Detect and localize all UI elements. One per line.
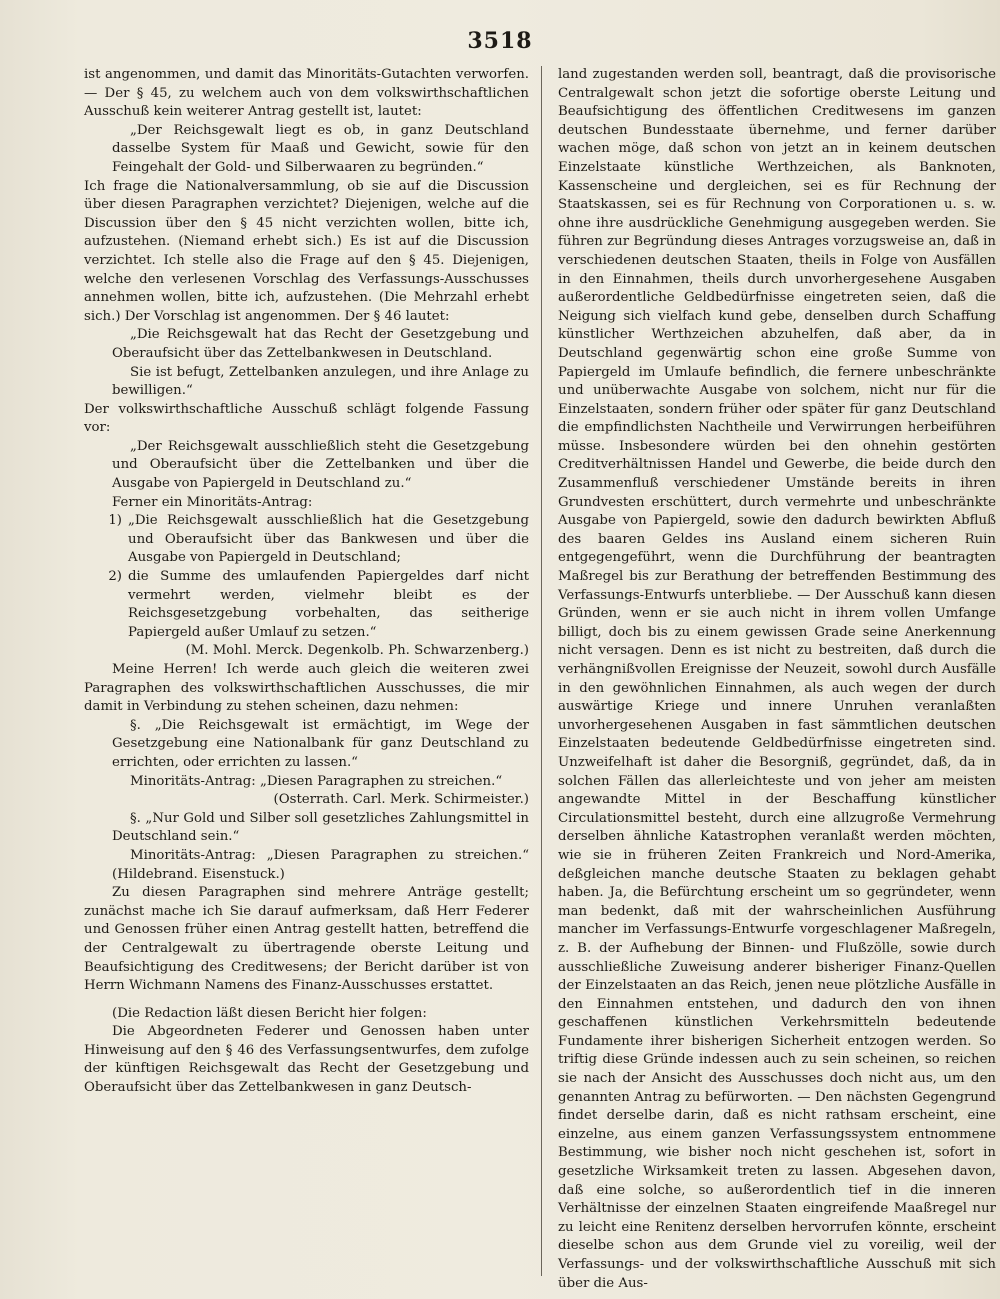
paragraph: Zu diesen Paragraphen sind mehrere Anträge gestellt; zunächst mache ich Sie darauf aufmerksam, daß Herr Federer und Genossen früher einen Antrag gestellt hatten, betreffend die der Centralgewalt zu übertragende oberste Leitung und Beaufsichtigung des Creditwesens; der Bericht darüber ist von Herrn Wichmann Namens des Finanz-Ausschusses erstattet. [84, 885, 529, 994]
paragraph: (Die Redaction läßt diesen Bericht hier folgen: [112, 1005, 427, 1021]
signatories: (Osterrath. Carl. Merk. Schirmeister.) [273, 792, 529, 808]
paragraph: land zugestanden werden soll, beantragt, daß die provisorische Centralgewalt schon jetzt die sofortige oberste Leitung und Beaufsichtigung des öffentlichen Creditwesens im ganzen deutschen Bundesstaate übernehme, und ferner darüber wachen möge, daß schon von jetzt an in keinem deutschen Einzelstaate künstliche Werthzeichen, als Banknoten, Kassenscheine und dergleichen, sei es für Rechnung der Staatskassen, sei es für Rechnung von Corporationen u. s. w. ohne ihre ausdrückliche Genehmigung ausgegeben werden. Sie führen zur Begründung dieses Antrages vorzugsweise an, daß in verschiedenen deutschen Staaten, theils in Folge von Ausfällen in den Einnahmen, theils durch unvorhergesehene Ausgaben außerordentliche Geldbedürfnisse eingetreten seien, daß die Neigung sich vielfach kund gebe, denselben durch Schaffung künstlicher Werthzeichen abzuhelfen, daß aber, da in Deutschland gegenwärtig schon eine große Summe von Papiergeld im Umlaufe befindlich, die fernere unbeschränkte und unüberwachte Ausgabe von solchem, nicht nur für die Einzelstaaten, sondern früher oder später für ganz Deutschland die empfindlichsten Nachtheile und Verwirrungen herbeiführen müsse. Insbesondere würden bei den ohnehin gestörten Creditverhältnissen Handel und Gewerbe, die beide durch den Zusammenfluß verschiedener Umstände bereits in ihren Grundvesten erschüttert, durch vermehrte und unbeschränkte Ausgabe von Papiergeld, sowie den dadurch bewirkten Abfluß des baaren Geldes ins Ausland einem sicheren Ruin entgegengeführt, wenn die Durchführung der beantragten Maßregel bis zur Berathung der betreffenden Bestimmung des Verfassungs-Entwurfs unterbliebe. — Der Ausschuß kann diesen Gründen, wenn er sie auch nicht in ihrem vollen Umfange billigt, doch bis zu einem gewissen Grade seine Anerkennung nicht versagen. Denn es ist nicht zu bestreiten, daß durch die verhängnißvollen Ereignisse der Neuzeit, sowohl durch Ausfälle in den gewöhnlichen Einnahmen, als auch wegen der durch auswärtige Kriege und innere Unruhen veranlaßten unvorhergesehenen Ausgaben in fast sämmtlichen deutschen Einzelstaaten bedeutende Geldbedürfnisse eingetreten sind. Unzweifelhaft ist daher die Besorgniß, gegründet, daß, da in solchen Fällen das allerleichteste und von jeher am meisten angewandte Mittel in der Beschaffung künstlicher Circulationsmittel besteht, durch eine allzugroße Vermehrung derselben ähnliche Katastrophen veranlaßt werden möchten, wie sie in früheren Zeiten Frankreich und Nord-Amerika, deßgleichen manche deutsche Staaten zu beklagen gehabt haben. Ja, die Befürchtung erscheint um so gegründeter, wenn man bedenkt, daß mit der wahrscheinlichen Ausführung mancher im Verfassungs-Entwurfe vorgeschlagener Maßregeln, z. B. der Aufhebung der Binnen- und Flußzölle, sowie durch ausschließliche Zuweisung anderer bisheriger Finanz-Quellen der Einzelstaaten an das Reich, jenen neue plötzliche Ausfälle in den Einnahmen entstehen, und dadurch den von ihnen geschaffenen künstlichen Verkehrsmitteln bedeutende Fundamente ihrer bisherigen Sicherheit entzogen werden. So triftig diese Gründe indessen auch zu sein scheinen, so reichen sie nach der Ansicht des Ausschusses doch nicht aus, um den genannten Antrag zu befürworten. — Den nächsten Gegengrund findet derselbe darin, daß es nicht rathsam erscheint, eine einzelne, aus einem ganzen Verfassungssystem entnommene Bestimmung, wie bisher noch nicht geschehen ist, sofort in gesetzliche Wirksamkeit treten zu lassen. Abgesehen davon, daß eine solche, so außerordentlich tief in die inneren Verhältnisse der einzelnen Staaten eingreifende Maaßregel nur zu leicht eine Renitenz derselben hervorrufen könnte, erscheint dieselbe schon aus dem Grunde viel zu voreilig, weil der Verfassungs- und der volkswirthschaftliche Ausschuß mit sich über die Aus- [558, 67, 996, 1291]
right-column [558, 66, 996, 1291]
paragraph: Meine Herren! Ich werde auch gleich die weiteren zwei Paragraphen des volkswirthschaftlichen Ausschusses, die mir damit in Verbindung zu stehen scheinen, dazu nehmen: [84, 662, 529, 715]
paragraph: Die Abgeordneten Federer und Genossen haben unter Hinweisung auf den § 46 des Verfassungsentwurfes, dem zufolge der künftigen Reichsgewalt das Recht der Gesetzgebung und Oberaufsicht über das Zettelbankwesen in ganz Deutsch- [84, 1024, 529, 1096]
page-number: 3518 [467, 28, 533, 54]
list-number: 1) [108, 513, 122, 529]
paragraph: Der volkswirthschaftliche Ausschuß schlägt folgende Fassung vor: [84, 401, 529, 436]
signatories: (M. Mohl. Merck. Degenkolb. Ph. Schwarzenberg.) [185, 643, 529, 659]
list-item [84, 568, 529, 642]
quoted-paragraph: Sie ist befugt, Zettelbanken anzulegen, und ihre Anlage zu bewilligen.“ [112, 364, 529, 399]
list-item-text: „Die Reichsgewalt ausschließlich hat die Gesetzgebung und Oberaufsicht über das Bankwesen und über die Ausgabe von Papiergeld in Deutschland; [128, 513, 529, 566]
paragraph: ist angenommen, und damit das Minoritäts-Gutachten verworfen. — Der § 45, zu welchem auch von dem volkswirthschaftlichen Ausschuß kein weiterer Antrag gestellt ist, lautet: [84, 67, 529, 120]
quoted-paragraph: „Die Reichsgewalt hat das Recht der Gesetzgebung und Oberaufsicht über das Zettelbankwesen in Deutschland. [112, 327, 529, 361]
quoted-paragraph: Minoritäts-Antrag: „Diesen Paragraphen zu streichen.“ (Hildebrand. Eisenstuck.) [112, 847, 529, 882]
quoted-paragraph: „Der Reichsgewalt ausschließlich steht die Gesetzgebung und Oberaufsicht über die Zettelbanken und über die Ausgabe von Papiergeld in Deutschland zu.“ [112, 438, 529, 492]
quoted-paragraph: §. „Die Reichsgewalt ist ermächtigt, im Wege der Gesetzgebung eine Nationalbank für ganz Deutschland zu errichten, oder errichten zu lassen.“ [112, 717, 529, 770]
paragraph: Ich frage die Nationalversammlung, ob sie auf die Discussion über diesen Paragraphen verzichtet? Diejenigen, welche auf die Discussion über den § 45 nicht verzichten wollen, bitte ich, aufzustehen. (Niemand erhebt sich.) Es ist auf die Discussion verzichtet. Ich stelle also die Frage auf den § 45. Diejenigen, welche den verlesenen Vorschlag des Verfassungs-Ausschusses annehmen wollen, bitte ich, aufzustehen. (Die Mehrzahl erhebt sich.) Der Vorschlag ist angenommen. Der § 46 lautet: [84, 178, 529, 324]
quoted-paragraph: §. „Nur Gold und Silber soll gesetzliches Zahlungsmittel in Deutschland sein.“ [112, 810, 529, 845]
quoted-paragraph: „Der Reichsgewalt liegt es ob, in ganz Deutschland dasselbe System für Maaß und Gewicht, sowie für den Feingehalt der Gold- und Silberwaaren zu begründen.“ [112, 122, 529, 175]
column-divider [541, 66, 542, 1276]
paragraph-gap [84, 996, 529, 1005]
quoted-paragraph: Minoritäts-Antrag: „Diesen Paragraphen zu streichen.“ [130, 773, 503, 789]
list-number: 2) [108, 569, 122, 585]
paragraph: Ferner ein Minoritäts-Antrag: [112, 494, 313, 510]
left-column [84, 66, 529, 1269]
list-item-text: die Summe des umlaufenden Papiergeldes darf nicht vermehrt werden, vielmehr bleibt es der Reichsgesetzgebung vorbehalten, das seitherige Papiergeld außer Umlauf zu setzen.“ [128, 569, 529, 640]
list-item [84, 512, 529, 568]
